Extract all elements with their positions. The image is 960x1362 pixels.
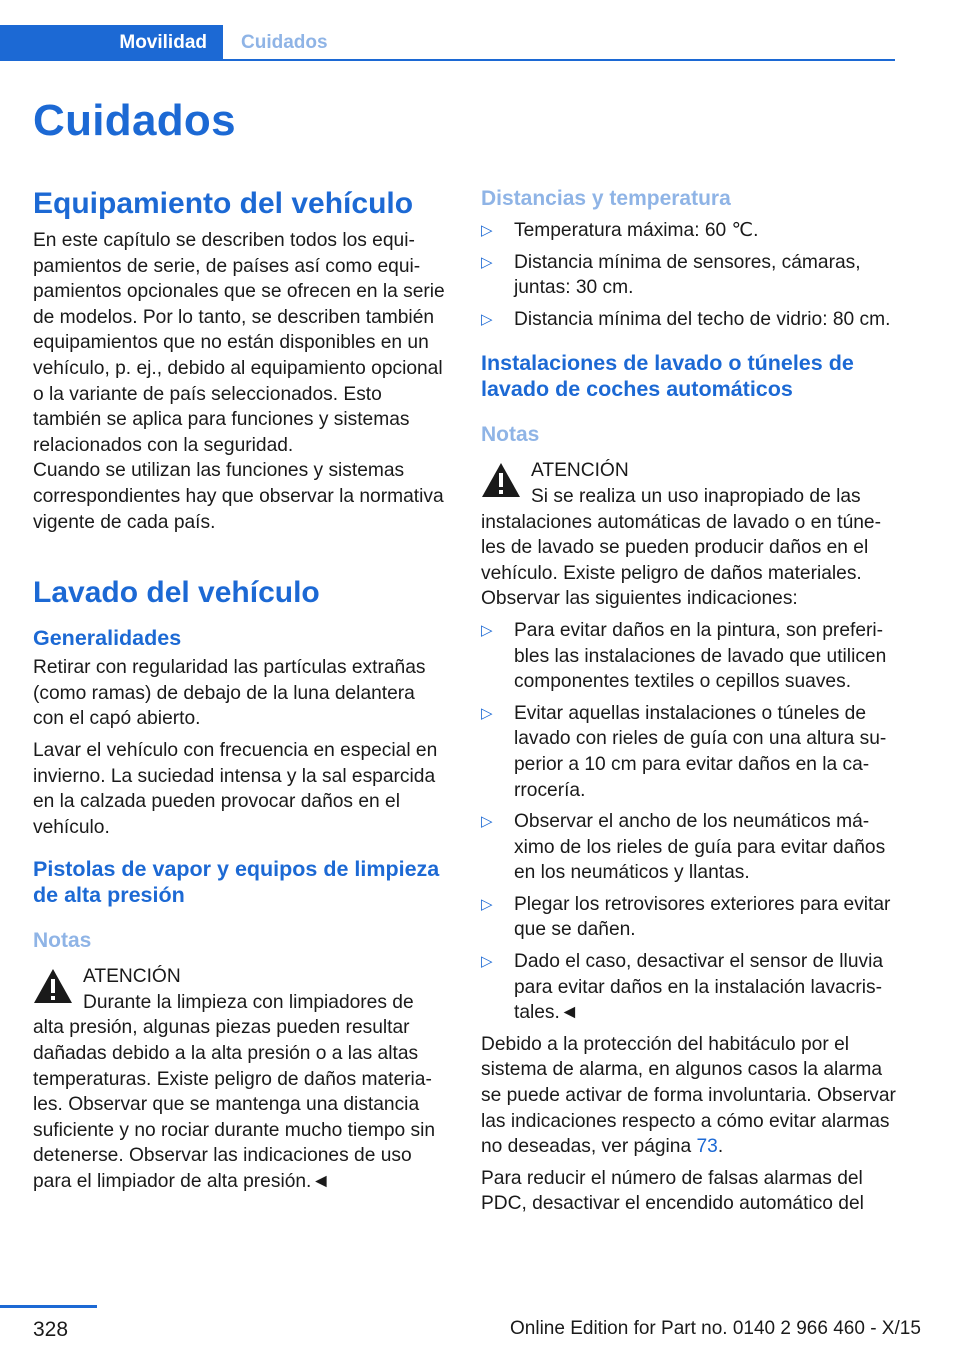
- chapter-title: Cuidados: [33, 96, 236, 145]
- heading-equipamiento: Equipamiento del vehículo: [33, 187, 414, 220]
- heading-distancias: Distancias y temperatura: [481, 187, 731, 210]
- paragraph: Lavar el vehículo con frecuencia en especial en invierno. La suciedad intensa y la sal esparcida en la calzada pueden provocar daños en el vehículo.: [33, 739, 438, 838]
- tab-movilidad[interactable]: Movilidad: [0, 25, 223, 61]
- distances-list: [481, 218, 897, 332]
- warning-triangle-icon: [33, 968, 73, 1004]
- paragraph: En este capítulo se describen todos los equipamientos de serie, de países así como equipamientos opcionales que se ofrecen en la serie de modelos. Por lo tanto, se describen también equipamientos que no están disponibles en un vehículo, p. ej., debido al equipamiento opcional o la variante de país seleccionados. Esto también se aplica para funciones y sistemas relacionados con la seguridad.: [33, 230, 445, 456]
- list-item: ▷ Temperatura máxima: 60 ℃.: [481, 218, 897, 244]
- heading-notas: Notas: [481, 423, 540, 447]
- triangle-bullet-icon: ▷: [481, 621, 493, 639]
- footer-rule: [0, 1305, 97, 1308]
- triangle-bullet-icon: ▷: [481, 704, 493, 722]
- warning-triangle-icon: [481, 462, 521, 498]
- paragraph: Debido a la protección del habitáculo por el sistema de alarma, en algunos casos la alarma se puede activar de forma involuntaria. Observar las indicaciones respecto a cómo evitar alarmas no deseadas, ver página 73.: [481, 1033, 896, 1158]
- warning-text: Durante la limpieza con limpiadores de: [83, 991, 414, 1013]
- wash-list: [481, 618, 897, 1026]
- page-number: 328: [33, 1318, 69, 1341]
- right-column: [481, 186, 897, 1223]
- triangle-bullet-icon: ▷: [481, 310, 493, 328]
- list-item: ▷ Para evitar daños en la pintura, son preferibles las instalaciones de lavado que utilicen componentes textiles o cepillos suaves.: [481, 619, 887, 693]
- triangle-bullet-icon: ▷: [481, 253, 493, 271]
- list-item: ▷ Dado el caso, desactivar el sensor de lluvia para evitar daños en la instalación lavacristales.◄: [481, 951, 884, 1024]
- heading-instalaciones: Instalaciones de lavado o túneles de lavado de coches automáticos: [481, 351, 854, 402]
- list-item: ▷ Distancia mínima de sensores, cámaras, juntas: 30 cm.: [481, 251, 861, 299]
- warning-text: instalaciones automáticas de lavado o en túneles de lavado se pueden producir daños en el vehículo. Existe peligro de daños materiales. Observar las siguientes indicaciones:: [481, 511, 881, 610]
- tab-cuidados[interactable]: Cuidados: [241, 32, 328, 53]
- left-column: [33, 186, 448, 1195]
- triangle-bullet-icon: ▷: [481, 813, 493, 831]
- triangle-bullet-icon: ▷: [481, 895, 493, 913]
- heading-lavado: Lavado del vehículo: [33, 576, 320, 610]
- warning-text: Si se realiza un uso inapropiado de las: [531, 485, 861, 507]
- warning-block: [33, 964, 448, 1194]
- warning-block: [481, 458, 897, 612]
- paragraph: Para reducir el número de falsas alarmas del PDC, desactivar el encendido automático del: [481, 1167, 864, 1215]
- header-rule: [223, 59, 895, 61]
- warning-title: ATENCIÓN: [531, 460, 629, 482]
- triangle-bullet-icon: ▷: [481, 953, 493, 971]
- header-bar: [0, 25, 895, 61]
- paragraph: Retirar con regularidad las partículas extrañas (como ramas) de debajo de la luna delantera con el capó abierto.: [33, 657, 426, 730]
- page-link[interactable]: 73: [696, 1136, 718, 1158]
- triangle-bullet-icon: ▷: [481, 222, 493, 239]
- heading-generalidades: Generalidades: [33, 626, 182, 651]
- list-item: ▷ Evitar aquellas instalaciones o túneles de lavado con rieles de guía con una altura superior a 10 cm para evitar daños en la carrocería.: [481, 702, 887, 801]
- list-item: ▷ Plegar los retrovisores exteriores para evitar que se dañen.: [481, 893, 891, 941]
- edition-text: Online Edition for Part no. 0140 2 966 460 - X/15: [510, 1318, 921, 1339]
- warning-text: alta presión, algunas piezas pueden resultar dañadas debido a la alta presión o a las altas temperaturas. Existe peligro de daños materiales. Observar que se mantenga una distancia suficiente y no rociar durante mucho tiempo sin detenerse. Observar las indicaciones de uso para el limpiador de alta presión.◄: [33, 1017, 436, 1193]
- warning-title: ATENCIÓN: [83, 966, 181, 988]
- heading-notas: Notas: [33, 929, 92, 953]
- list-item: ▷ Observar el ancho de los neumáticos máximo de los rieles de guía para evitar daños en los neumáticos y llantas.: [481, 811, 886, 884]
- list-item: ▷ Distancia mínima del techo de vidrio: 80 cm.: [481, 307, 897, 333]
- heading-pistolas: Pistolas de vapor y equipos de limpieza de alta presión: [33, 857, 440, 908]
- paragraph: Cuando se utilizan las funciones y sistemas correspondientes hay que observar la normativa vigente de cada país.: [33, 460, 444, 533]
